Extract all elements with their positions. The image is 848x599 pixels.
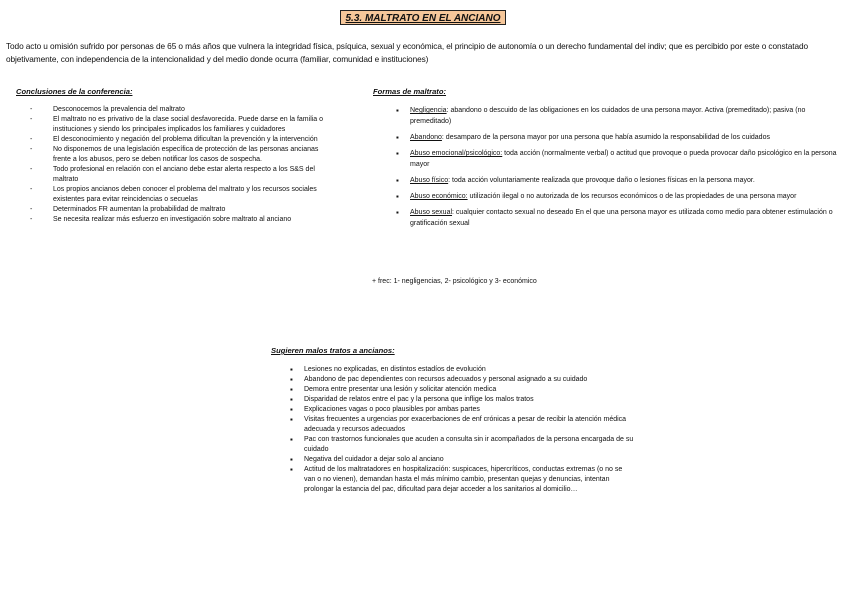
term-description: : abandono o descuido de las obligaciones en los cuidados de una persona mayor. Activa (premeditado); pasiva (no premeditado)	[410, 107, 806, 125]
conclusiones-list	[30, 105, 335, 225]
sugieren-heading: Sugieren malos tratos a ancianos:	[271, 346, 395, 355]
term-description: utilización ilegal o no autorizada de los recursos económicos o de las propiedades de una persona mayor	[467, 193, 797, 200]
term-description: toda acción (normalmente verbal) o actitud que provoque o pueda provocar daño psicológico en la persona mayor	[410, 150, 837, 168]
list-item: ▪ Lesiones no explicadas, en distintos estadíos de evolución	[290, 365, 635, 375]
list-item	[396, 191, 842, 202]
list-item: - Desconocemos la prevalencia del maltrato	[30, 105, 335, 115]
list-item: - Los propios ancianos deben conocer el problema del maltrato y los recursos sociales existentes para evitar reincidencias o secuelas	[30, 185, 335, 205]
list-item	[396, 175, 842, 186]
list-item: - Se necesita realizar más esfuerzo en investigación sobre maltrato al anciano	[30, 215, 335, 225]
list-item: ▪ Explicaciones vagas o poco plausibles por ambas partes	[290, 405, 635, 415]
term-description: : toda acción voluntariamente realizada que provoque daño o lesiones físicas en la persona mayor.	[448, 177, 755, 184]
list-item: ▪ Negativa del cuidador a dejar solo al anciano	[290, 455, 635, 465]
list-item: ▪ Demora entre presentar una lesión y solicitar atención medica	[290, 385, 635, 395]
list-item: ▪ Pac con trastornos funcionales que acuden a consulta sin ir acompañados de la persona encargada de su cuidado	[290, 435, 635, 455]
list-item	[396, 105, 842, 127]
sugieren-list	[290, 365, 635, 495]
term: Negligencia	[410, 107, 447, 114]
list-item: - No disponemos de una legislación específica de protección de las personas ancianas frente a los abusos, pero se deben notificar los casos de sospecha.	[30, 145, 335, 165]
list-item: ▪ Actitud de los maltratadores en hospitalización: suspicaces, hipercríticos, conductas extremas (o no se van o no vienen), demandan hasta el más mínimo cambio, presentan quejas y denuncias, intentan prolongar la estancia del pac, dificultad para dejar acceder a los sanitarios al domicilio…	[290, 465, 635, 495]
list-item: - El desconocimiento y negación del problema dificultan la prevención y la intervención	[30, 135, 335, 145]
list-item	[396, 148, 842, 170]
list-item	[396, 132, 842, 143]
frequency-note: + frec: 1- negligencias, 2- psicológico y 3- económico	[372, 278, 537, 285]
term-description: : desamparo de la persona mayor por una persona que había asumido la responsabilidad de los cuidados	[441, 134, 770, 141]
term: Abuso físico	[410, 177, 449, 184]
list-item: ▪ Abandono de pac dependientes con recursos adecuados y personal asignado a su cuidado	[290, 375, 635, 385]
formas-heading: Formas de maltrato:	[373, 87, 447, 96]
list-item: ▪ Disparidad de relatos entre el pac y la persona que inflige los malos tratos	[290, 395, 635, 405]
formas-list	[396, 105, 842, 229]
list-item: ▪ Visitas frecuentes a urgencias por exacerbaciones de enf crónicas a pesar de recibir la atención médica adecuada y recursos adecuados	[290, 415, 635, 435]
term-description: : cualquier contacto sexual no deseado En el que una persona mayor es utilizada como medio para obtener estimulación o gratificación sexual	[410, 209, 833, 227]
term: Abuso sexual	[410, 209, 453, 216]
list-item	[396, 207, 842, 229]
term: Abuso económico:	[410, 193, 468, 200]
term: Abuso emocional/psicológico:	[410, 150, 503, 157]
term: Abandono	[410, 134, 442, 141]
list-item: - Determinados FR aumentan la probabilidad de maltrato	[30, 205, 335, 215]
page-title: 5.3. MALTRATO EN EL ANCIANO	[340, 10, 506, 25]
intro-paragraph: Todo acto u omisión sufrido por personas de 65 o más años que vulnera la integridad física, psíquica, sexual y económica, el principio de autonomía o un derecho fundamental del indiv; que es percibido por este o constatado objetivamente, con independencia de la intencionalidad y del medio donde ocurra (familiar, comunidad e instituciones)	[6, 41, 809, 64]
list-item: - El maltrato no es privativo de la clase social desfavorecida. Puede darse en la familia o instituciones y siendo los principales implicados los familiares y cuidadores	[30, 115, 335, 135]
conclusiones-heading: Conclusiones de la conferencia:	[16, 87, 133, 96]
list-item: - Todo profesional en relación con el anciano debe estar alerta respecto a los S&S del maltrato	[30, 165, 335, 185]
